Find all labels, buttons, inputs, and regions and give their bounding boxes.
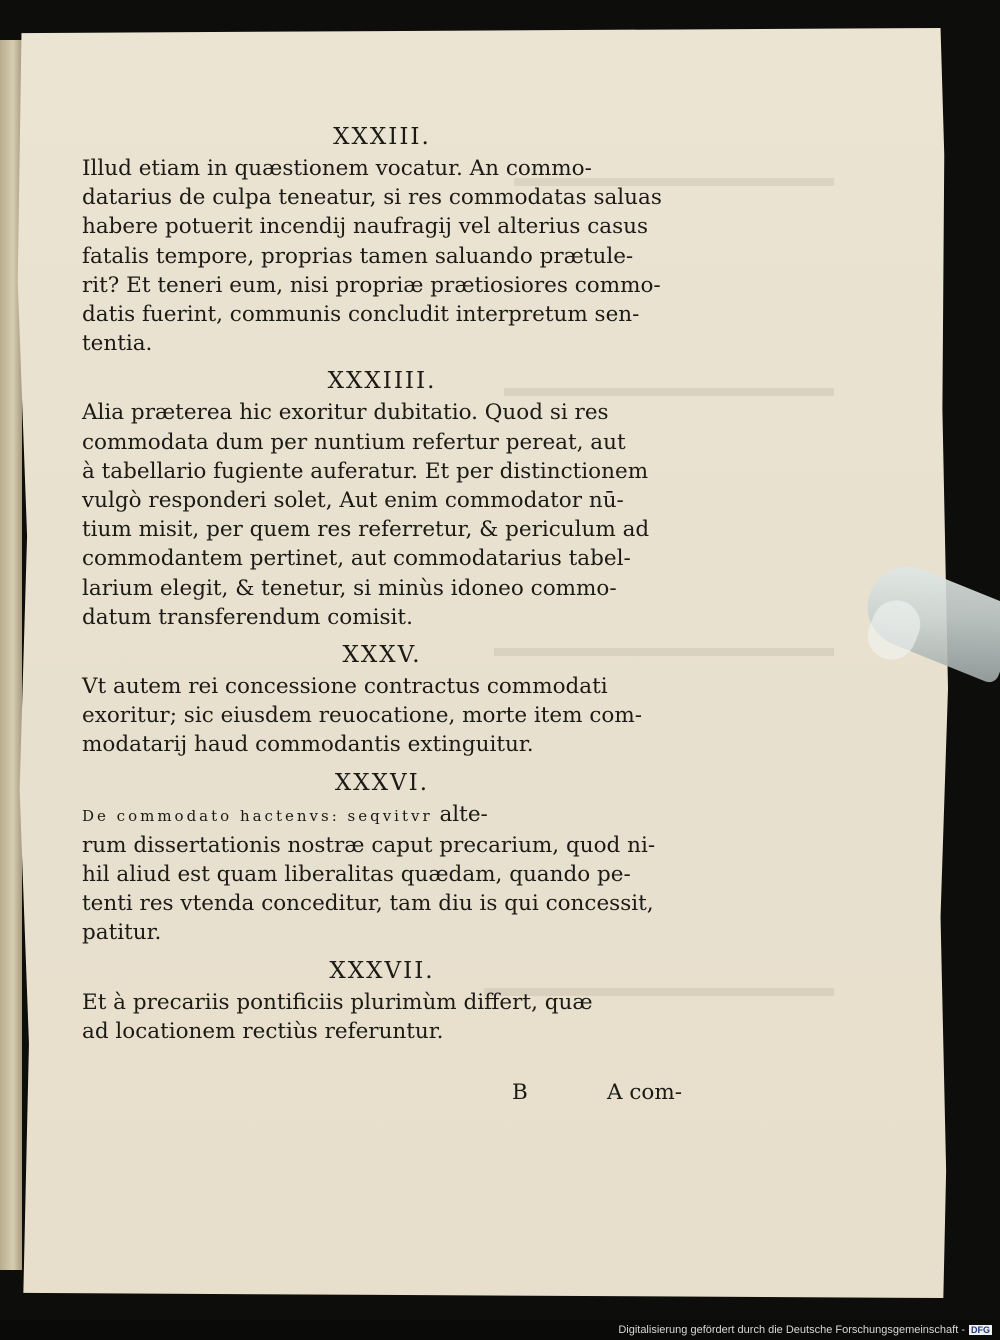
text-line: vulgò responderi solet, Aut enim commodator nū-: [82, 488, 624, 514]
text-line: habere potuerit incendij naufragij vel alterius casus: [82, 214, 648, 240]
text-line: tenti res vtenda conceditur, tam diu is qui concessit,: [82, 891, 654, 917]
paragraph: [82, 672, 682, 760]
paragraph: [82, 988, 682, 1046]
text-line: datarius de culpa teneatur, si res commodatas saluas: [82, 185, 662, 211]
text-line: datum transferendum comisit.: [82, 604, 413, 630]
text-line: Illud etiam in quæstionem vocatur. An commo-: [82, 156, 592, 181]
text-line: patitur.: [82, 920, 162, 946]
text-line: Et à precariis pontificiis plurimùm differt, quæ: [82, 989, 593, 1015]
text-line: à tabellario fugiente auferatur. Et per distinctionem: [82, 458, 649, 484]
text-line: Vt autem rei concessione contractus commodati: [82, 674, 608, 700]
text-line: fatalis tempore, proprias tamen saluando prætule-: [82, 243, 634, 269]
text-line: Alia præterea hic exoritur dubitatio. Quod si res: [82, 400, 609, 426]
text-line: rit? Et teneri eum, nisi propriæ prætiosiores commo-: [82, 272, 661, 298]
text-line: tium misit, per quem res referretur, & periculum ad: [82, 517, 650, 543]
text-line: rum dissertationis nostræ caput precarium, quod ni-: [82, 832, 656, 858]
credit-text: Digitalisierung gefördert durch die Deutsche Forschungsgemeinschaft -: [618, 1324, 965, 1336]
catchword: A com-: [607, 1080, 682, 1105]
paragraph: [82, 154, 682, 358]
text-line: commodantem pertinet, aut commodatarius tabel-: [82, 546, 631, 572]
section-heading: XXXIII.: [333, 124, 431, 150]
dfg-logo: DFG: [971, 1325, 990, 1335]
text-fragment: alte-: [439, 801, 488, 827]
section-heading: XXXVII.: [329, 957, 435, 984]
page-footer: [512, 1080, 682, 1105]
smallcaps-lead: De commodato hactenvs: seqvitvr: [82, 806, 433, 825]
text-line: modatarij haud commodantis extinguitur.: [82, 732, 534, 758]
text-line: exoritur; sic eiusdem reuocatione, morte item com-: [82, 703, 643, 729]
text-line: ad locationem rectiùs referuntur.: [82, 1018, 444, 1044]
section-heading: XXXV.: [342, 642, 422, 669]
paragraph: [82, 398, 682, 632]
text-line: commodata dum per nuntium refertur pereat, aut: [82, 429, 626, 455]
section-heading: XXXIIII.: [327, 368, 437, 395]
paragraph: [82, 800, 682, 948]
page-text: [82, 122, 682, 1046]
section-heading: XXXVI.: [334, 769, 430, 796]
text-line: larium elegit, & tenetur, si minùs idoneo commo-: [82, 575, 617, 601]
text-line: [82, 800, 682, 831]
text-line: datis fuerint, communis concludit interpretum sen-: [82, 302, 640, 328]
text-line: hil aliud est quam liberalitas quædam, quando pe-: [82, 862, 631, 888]
signature-mark: B: [512, 1080, 528, 1105]
text-line: tentia.: [82, 331, 153, 357]
digitization-credit: [618, 1324, 992, 1336]
